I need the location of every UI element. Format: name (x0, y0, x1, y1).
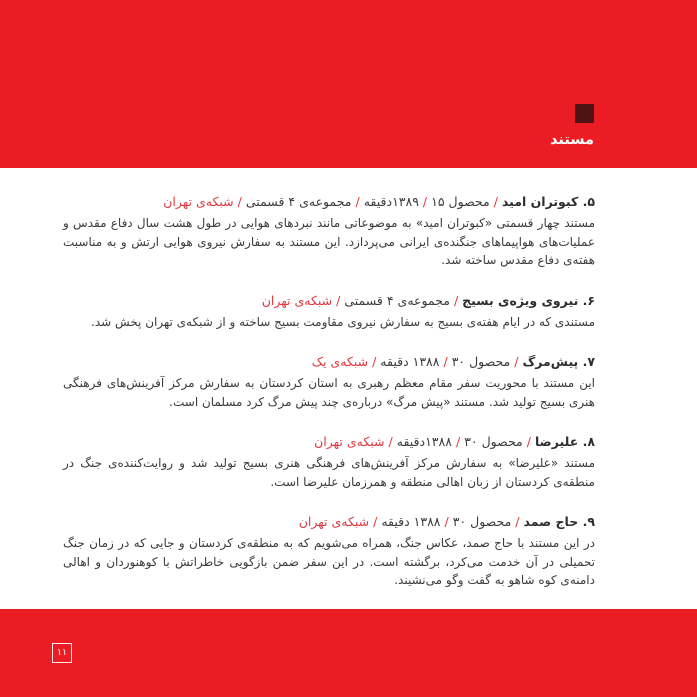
entry-title-line (63, 192, 595, 211)
entry-5 (63, 192, 595, 270)
entry-channel: شبکه‌ی تهران (314, 434, 385, 449)
slash-separator: / (514, 354, 519, 369)
slash-separator: / (443, 354, 448, 369)
entry-title-line (63, 352, 595, 371)
entry-description: این مستند با محوریت سفر مقام معظم رهبری به استان کردستان به سفارش مرکز آفرینش‌های فرهنگی هنری بسیج تولید شد. مستند «پیش مرگ» درباره‌ی چند پیش مرگ کرد مسلمان است. (63, 376, 595, 409)
entry-meta: ۳۰ دقیقه (381, 514, 467, 529)
entry-meta: محصول ۱۳۸۸ (425, 434, 523, 449)
entry-meta: مجموعه‌ی ۴ قسمتی (245, 194, 352, 209)
slash-separator: / (388, 434, 393, 449)
entry-title-line (63, 512, 595, 531)
entry-meta: محصول ۱۳۸۹ (392, 194, 490, 209)
footer-band (0, 609, 697, 697)
entry-meta: محصول ۱۳۸۸ (413, 514, 512, 529)
entry-6 (63, 291, 595, 332)
entry-7 (63, 352, 595, 411)
entry-meta: مجموعه‌ی ۴ قسمتی (344, 292, 450, 308)
entry-title: ۵. کبوتران امید (501, 194, 595, 209)
page-number-box (52, 643, 72, 663)
section-title: مستند (550, 132, 594, 148)
entry-title: ۶. نیروی ویژه‌ی بسیج (462, 292, 595, 308)
entry-title: ۹. حاج صمد (523, 514, 595, 529)
entry-8 (63, 432, 595, 491)
entry-description: در این مستند با حاج صمد، عکاس جنگ، همراه می‌شویم که به منطقه‌ی کردستان و جایی که در زمان جنگ تحمیلی در آن خدمت می‌کرد، برگشته است. در این سفر ضمن بازگویی خاطراتش با کوهنوردان و اهالی دامنه‌ی کوه شاهو به گفت وگو می‌نشیند. (63, 536, 595, 587)
entry-description: مستندی که در ایام هفته‌ی بسیج به سفارش نیروی مقاومت بسیج ساخته و از شبکه‌ی تهران پخش شد. (91, 314, 595, 329)
entry-channel: شبکه‌ی تهران (163, 194, 234, 209)
slash-separator: / (515, 514, 520, 529)
entry-title: ۷. پیش‌مرگ (522, 354, 595, 369)
entry-meta: ۳۰ دقیقه (380, 354, 466, 369)
entry-channel: شبکه‌ی یک (311, 354, 369, 369)
slash-separator: / (372, 354, 377, 369)
slash-separator: / (493, 194, 498, 209)
slash-separator: / (355, 194, 360, 209)
entry-title-line (63, 432, 595, 451)
section-header (550, 104, 594, 149)
entry-meta: ۳۰دقیقه (396, 434, 478, 449)
slash-separator: / (455, 434, 461, 449)
header-band (0, 0, 697, 168)
entry-meta: محصول ۱۳۸۸ (412, 354, 511, 369)
slash-separator: / (237, 194, 242, 209)
slash-separator: / (422, 194, 428, 209)
entries-list (0, 168, 697, 609)
slash-separator: / (373, 514, 378, 529)
entry-channel: شبکه‌ی تهران (261, 292, 333, 308)
entry-description: مستند چهار قسمتی «کبوتران امید» به موضوعاتی مانند نبردهای هوایی در طول هشت سال دفاع مقدس و عملیات‌های هواپیماهای جنگنده‌ی ایرانی می‌پردازد. این مستند به سفارش نیروی هوایی ارتش و به مناسبت هفته‌ی دفاع مقدس ساخته شد. (63, 216, 595, 267)
slash-separator: / (444, 514, 449, 529)
page-number: ۱۱ (56, 647, 68, 659)
section-marker-square-icon (575, 104, 594, 123)
entry-title-line (63, 291, 595, 310)
slash-separator: / (526, 434, 531, 449)
entry-title: ۸. علیرضا (534, 434, 595, 449)
entry-meta: ۱۵دقیقه (363, 194, 445, 209)
slash-separator: / (336, 292, 341, 308)
entry-description: مستند «علیرضا» به سفارش مرکز آفرینش‌های فرهنگی هنری بسیج تولید شد و روایت‌کننده‌ی جنگ در منطقه‌ی کردستان از زبان اهالی منطقه و همرزمان علیرضا است. (63, 456, 595, 489)
entry-9 (63, 512, 595, 590)
entry-channel: شبکه‌ی تهران (298, 514, 370, 529)
slash-separator: / (453, 292, 459, 308)
